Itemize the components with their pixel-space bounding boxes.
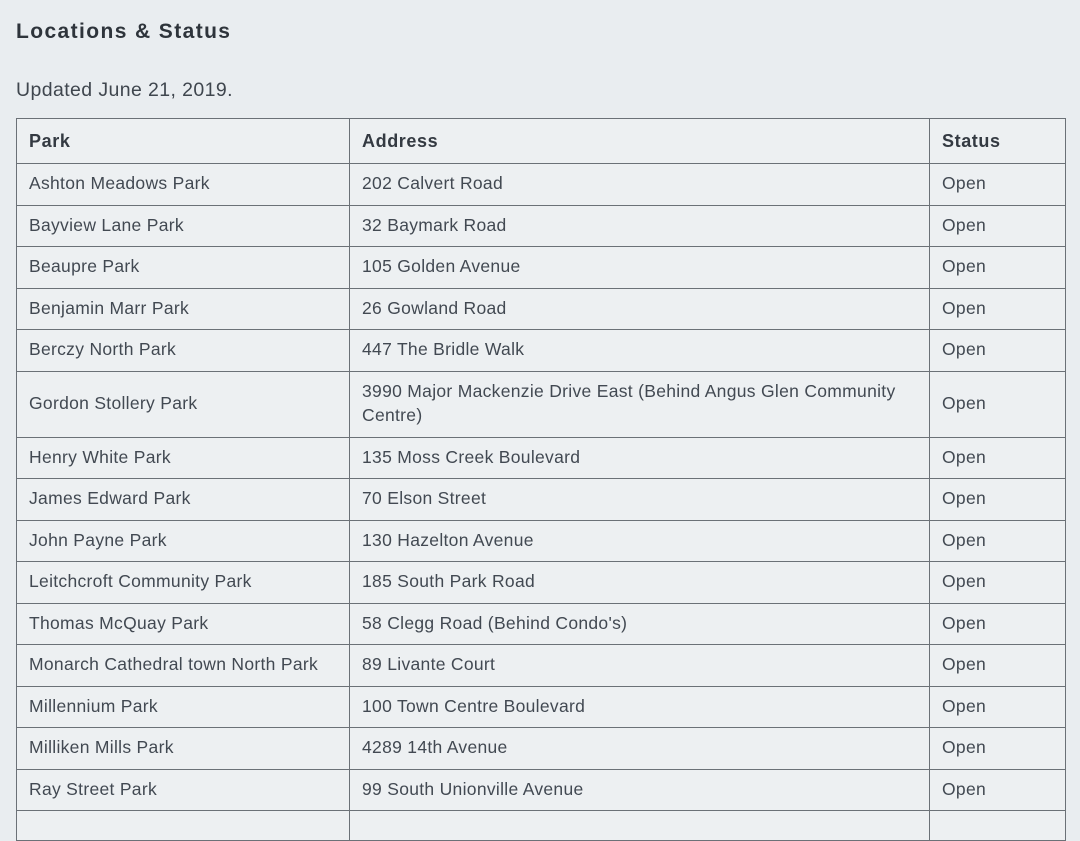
park-cell: Bayview Lane Park: [17, 205, 350, 247]
table-row-partial: [17, 811, 1066, 841]
park-cell: Ashton Meadows Park: [17, 164, 350, 206]
table-row: [17, 728, 1066, 770]
park-cell: James Edward Park: [17, 479, 350, 521]
park-cell: Beaupre Park: [17, 247, 350, 289]
status-cell: Open: [930, 479, 1066, 521]
table-row: [17, 562, 1066, 604]
status-cell: Open: [930, 769, 1066, 811]
table-row: [17, 288, 1066, 330]
table-row: [17, 205, 1066, 247]
status-cell: Open: [930, 247, 1066, 289]
park-cell: [17, 811, 350, 841]
park-cell: Benjamin Marr Park: [17, 288, 350, 330]
address-cell: 100 Town Centre Boulevard: [350, 686, 930, 728]
table-row: [17, 371, 1066, 437]
address-cell: [350, 811, 930, 841]
park-cell: Berczy North Park: [17, 330, 350, 372]
status-cell: Open: [930, 205, 1066, 247]
table-row: [17, 520, 1066, 562]
table-row: [17, 769, 1066, 811]
table-row: [17, 247, 1066, 289]
table-row: [17, 330, 1066, 372]
status-cell: Open: [930, 562, 1066, 604]
table-row: [17, 479, 1066, 521]
status-cell: Open: [930, 686, 1066, 728]
status-cell: Open: [930, 371, 1066, 437]
column-header-park: Park: [17, 119, 350, 164]
locations-status-table: [16, 118, 1066, 841]
address-cell: 130 Hazelton Avenue: [350, 520, 930, 562]
park-cell: Thomas McQuay Park: [17, 603, 350, 645]
address-cell: 135 Moss Creek Boulevard: [350, 437, 930, 479]
status-cell: Open: [930, 288, 1066, 330]
updated-date-text: Updated June 21, 2019.: [16, 79, 233, 101]
park-cell: Milliken Mills Park: [17, 728, 350, 770]
park-cell: Millennium Park: [17, 686, 350, 728]
address-cell: 447 The Bridle Walk: [350, 330, 930, 372]
column-header-address: Address: [350, 119, 930, 164]
status-cell: Open: [930, 728, 1066, 770]
address-cell: 185 South Park Road: [350, 562, 930, 604]
park-cell: Ray Street Park: [17, 769, 350, 811]
address-cell: 4289 14th Avenue: [350, 728, 930, 770]
park-cell: John Payne Park: [17, 520, 350, 562]
address-cell: 105 Golden Avenue: [350, 247, 930, 289]
status-cell: Open: [930, 437, 1066, 479]
park-cell: Monarch Cathedral town North Park: [17, 645, 350, 687]
table-row: [17, 645, 1066, 687]
address-cell: 32 Baymark Road: [350, 205, 930, 247]
park-cell: Gordon Stollery Park: [17, 371, 350, 437]
address-cell: 3990 Major Mackenzie Drive East (Behind Angus Glen Community Centre): [350, 371, 930, 437]
status-cell: Open: [930, 330, 1066, 372]
park-cell: Leitchcroft Community Park: [17, 562, 350, 604]
address-cell: 202 Calvert Road: [350, 164, 930, 206]
status-cell: Open: [930, 520, 1066, 562]
status-cell: Open: [930, 164, 1066, 206]
page-title: Locations & Status: [16, 20, 232, 43]
status-cell: [930, 811, 1066, 841]
address-cell: 70 Elson Street: [350, 479, 930, 521]
column-header-status: Status: [930, 119, 1066, 164]
address-cell: 58 Clegg Road (Behind Condo's): [350, 603, 930, 645]
park-cell: Henry White Park: [17, 437, 350, 479]
status-cell: Open: [930, 645, 1066, 687]
address-cell: 99 South Unionville Avenue: [350, 769, 930, 811]
address-cell: 26 Gowland Road: [350, 288, 930, 330]
table-row: [17, 686, 1066, 728]
table-row: [17, 603, 1066, 645]
table-row: [17, 437, 1066, 479]
table-header-row: [17, 119, 1066, 164]
address-cell: 89 Livante Court: [350, 645, 930, 687]
table-row: [17, 164, 1066, 206]
status-cell: Open: [930, 603, 1066, 645]
